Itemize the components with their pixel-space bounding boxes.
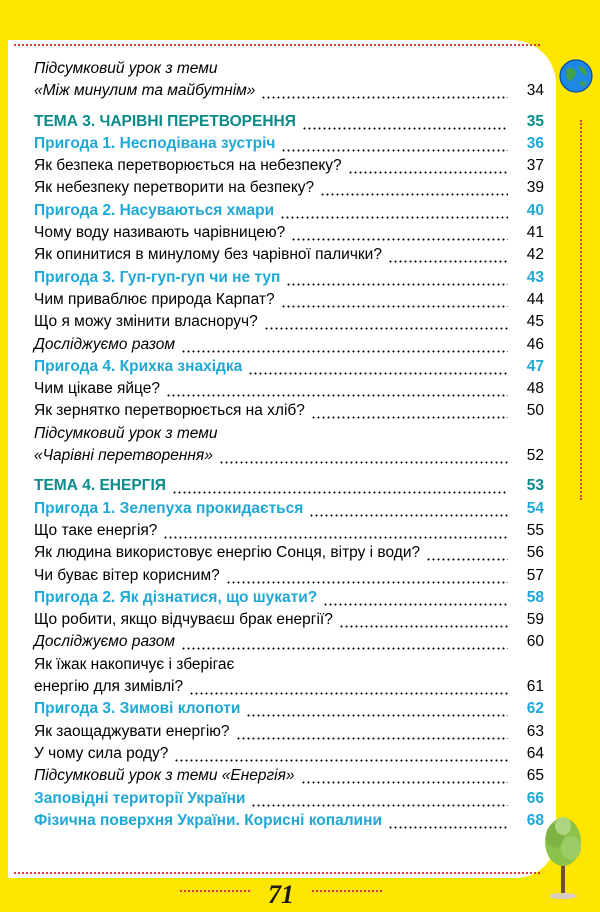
toc-dot-leader (280, 200, 508, 222)
toc-entry[interactable] (34, 155, 544, 177)
toc-entry-page: 65 (526, 767, 544, 785)
toc-dot-leader (174, 743, 508, 765)
toc-entry-page: 53 (526, 477, 544, 495)
toc-dot-leader (286, 267, 508, 289)
toc-dot-leader (236, 721, 508, 743)
toc-entry[interactable] (34, 133, 544, 155)
toc-entry-title: Як зернятко перетворюється на хліб? (34, 402, 305, 420)
toc-entry-title: Пригода 3. Зимові клопоти (34, 700, 241, 718)
toc-entry-page: 37 (526, 157, 544, 175)
toc-dot-leader (388, 244, 508, 266)
toc-entry-title: Підсумковий урок з теми «Енергія» (34, 767, 295, 785)
right-dotted-border (580, 120, 588, 500)
toc-entry-title: Пригода 1. Зелепуха прокидається (34, 499, 304, 517)
toc-entry-page: 66 (526, 789, 544, 807)
toc-entry[interactable] (34, 400, 544, 422)
toc-entry-page: 42 (526, 246, 544, 264)
toc-entry-page: 63 (526, 722, 544, 740)
toc-entry-page: 35 (526, 112, 544, 130)
toc-dot-leader (302, 111, 508, 133)
toc-entry-page: 56 (526, 544, 544, 562)
toc-dot-leader (181, 334, 508, 356)
toc-entry-title: ТЕМА 3. ЧАРІВНІ ПЕРЕТВОРЕННЯ (34, 112, 296, 130)
toc-dot-leader (281, 289, 508, 311)
toc-entry[interactable] (34, 200, 544, 222)
toc-dot-leader (226, 565, 508, 587)
toc-entry[interactable] (34, 520, 544, 542)
toc-entry[interactable] (34, 334, 544, 356)
toc-dot-leader (251, 788, 508, 810)
toc-entry-title: Досліджуємо разом (34, 633, 176, 651)
toc-entry-title: Як людина використовує енергію Сонця, вітру і води? (34, 544, 421, 562)
toc-entry[interactable] (34, 475, 544, 497)
toc-entry[interactable] (34, 631, 544, 653)
toc-entry-title: Як опинитися в минулому без чарівної палички? (34, 246, 382, 264)
toc-entry[interactable] (34, 676, 544, 698)
toc-dot-leader (248, 356, 508, 378)
toc-entry[interactable] (34, 654, 544, 676)
toc-entry-page: 39 (526, 179, 544, 197)
toc-entry-title: Як безпека перетворюється на небезпеку? (34, 157, 342, 175)
toc-entry-title: Підсумковий урок з теми (34, 424, 218, 442)
toc-dot-leader (163, 520, 508, 542)
toc-dot-leader (388, 810, 508, 832)
toc-entry-title: Пригода 4. Крихка знахідка (34, 357, 243, 375)
toc-entry-page: 57 (526, 566, 544, 584)
toc-entry-page: 48 (526, 380, 544, 398)
toc-dot-leader (281, 133, 508, 155)
toc-entry[interactable] (34, 289, 544, 311)
toc-entry-page: 55 (526, 521, 544, 539)
toc-entry-page: 34 (526, 82, 544, 100)
toc-entry-title: Пригода 2. Як дізнатися, що шукати? (34, 588, 318, 606)
toc-entry-page: 59 (526, 611, 544, 629)
toc-dot-leader (426, 542, 508, 564)
toc-entry[interactable] (34, 58, 544, 80)
toc-entry[interactable] (34, 423, 544, 445)
toc-entry[interactable] (34, 765, 544, 787)
toc-entry[interactable] (34, 244, 544, 266)
toc-entry-page: 52 (526, 447, 544, 465)
toc-dot-leader (301, 765, 508, 787)
toc-entry[interactable] (34, 80, 544, 102)
tree-icon (540, 812, 586, 900)
toc-entry-title: Заповідні території України (34, 789, 246, 807)
toc-entry[interactable] (34, 311, 544, 333)
toc-entry-title: Фізична поверхня України. Корисні копалини (34, 811, 382, 829)
toc-entry-page: 43 (526, 268, 544, 286)
toc-entry-title: Що робити, якщо відчуваєш брак енергії? (34, 611, 333, 629)
toc-entry-page: 58 (526, 588, 544, 606)
toc-entry-page: 45 (526, 313, 544, 331)
toc-entry-page: 64 (526, 744, 544, 762)
toc-entry-page: 41 (526, 224, 544, 242)
toc-dot-leader (291, 222, 508, 244)
toc-entry[interactable] (34, 542, 544, 564)
toc-dot-leader (181, 631, 508, 653)
toc-entry-page: 61 (526, 678, 544, 696)
top-dotted-border (14, 44, 540, 46)
toc-entry[interactable] (34, 222, 544, 244)
toc-dot-leader (311, 400, 508, 422)
table-of-contents (34, 58, 544, 832)
toc-dot-leader (261, 80, 508, 102)
toc-entry[interactable] (34, 267, 544, 289)
toc-entry-page: 46 (526, 335, 544, 353)
page-number-ornament-left (180, 890, 250, 902)
toc-entry-title: Чи буває вітер корисним? (34, 566, 220, 584)
toc-entry[interactable] (34, 356, 544, 378)
toc-entry-page: 47 (526, 357, 544, 375)
toc-entry-title: Чому воду називають чарівницею? (34, 224, 286, 242)
toc-entry[interactable] (34, 445, 544, 467)
toc-dot-leader (172, 475, 508, 497)
toc-entry-page: 54 (526, 499, 544, 517)
toc-entry-title: Пригода 2. Насуваються хмари (34, 201, 275, 219)
toc-entry-title: «Між минулим та майбутнім» (34, 82, 256, 100)
toc-entry-title: Чим приваблює природа Карпат? (34, 290, 275, 308)
toc-dot-leader (219, 445, 508, 467)
toc-entry-title: «Чарівні перетворення» (34, 447, 213, 465)
globe-icon (558, 58, 594, 94)
toc-dot-leader (246, 698, 508, 720)
toc-entry[interactable] (34, 378, 544, 400)
toc-entry[interactable] (34, 111, 544, 133)
toc-dot-leader (320, 177, 508, 199)
toc-entry-title: ТЕМА 4. ЕНЕРГІЯ (34, 477, 166, 495)
toc-entry[interactable] (34, 177, 544, 199)
toc-entry[interactable] (34, 698, 544, 720)
toc-entry-title: Досліджуємо разом (34, 335, 176, 353)
toc-dot-leader (189, 676, 508, 698)
toc-dot-leader (348, 155, 508, 177)
toc-entry-page: 36 (526, 134, 544, 152)
toc-entry-title: Чим цікаве яйце? (34, 380, 160, 398)
toc-entry-page: 68 (526, 811, 544, 829)
toc-entry-title: Пригода 1. Несподівана зустріч (34, 134, 276, 152)
toc-entry-title: Пригода 3. Гуп-гуп-гуп чи не туп (34, 268, 281, 286)
toc-entry[interactable] (34, 788, 544, 810)
toc-entry[interactable] (34, 609, 544, 631)
toc-entry[interactable] (34, 498, 544, 520)
page-number: 71 (254, 880, 308, 910)
toc-entry[interactable] (34, 810, 544, 832)
toc-entry[interactable] (34, 565, 544, 587)
toc-entry-title: Як їжак накопичує і зберігає (34, 655, 235, 673)
toc-entry[interactable] (34, 587, 544, 609)
toc-entry-title: У чому сила роду? (34, 744, 169, 762)
toc-entry-page: 40 (526, 201, 544, 219)
toc-entry-page: 50 (526, 402, 544, 420)
bottom-dotted-border (14, 872, 540, 874)
toc-dot-leader (309, 498, 508, 520)
toc-entry-page: 60 (526, 633, 544, 651)
toc-entry-title: енергію для зимівлі? (34, 678, 184, 696)
toc-entry-page: 44 (526, 290, 544, 308)
toc-entry-title: Що я можу змінити власноруч? (34, 313, 258, 331)
toc-entry-title: Підсумковий урок з теми (34, 60, 218, 77)
toc-dot-leader (339, 609, 508, 631)
toc-dot-leader (264, 311, 508, 333)
toc-entry-title: Як заощаджувати енергію? (34, 722, 230, 740)
toc-entry[interactable] (34, 721, 544, 743)
toc-entry-title: Як небезпеку перетворити на безпеку? (34, 179, 315, 197)
toc-entry-title: Що таке енергія? (34, 521, 158, 539)
toc-dot-leader (166, 378, 508, 400)
toc-dot-leader (323, 587, 508, 609)
toc-entry[interactable] (34, 743, 544, 765)
page-number-ornament-right (312, 890, 382, 902)
toc-entry-page: 62 (526, 700, 544, 718)
